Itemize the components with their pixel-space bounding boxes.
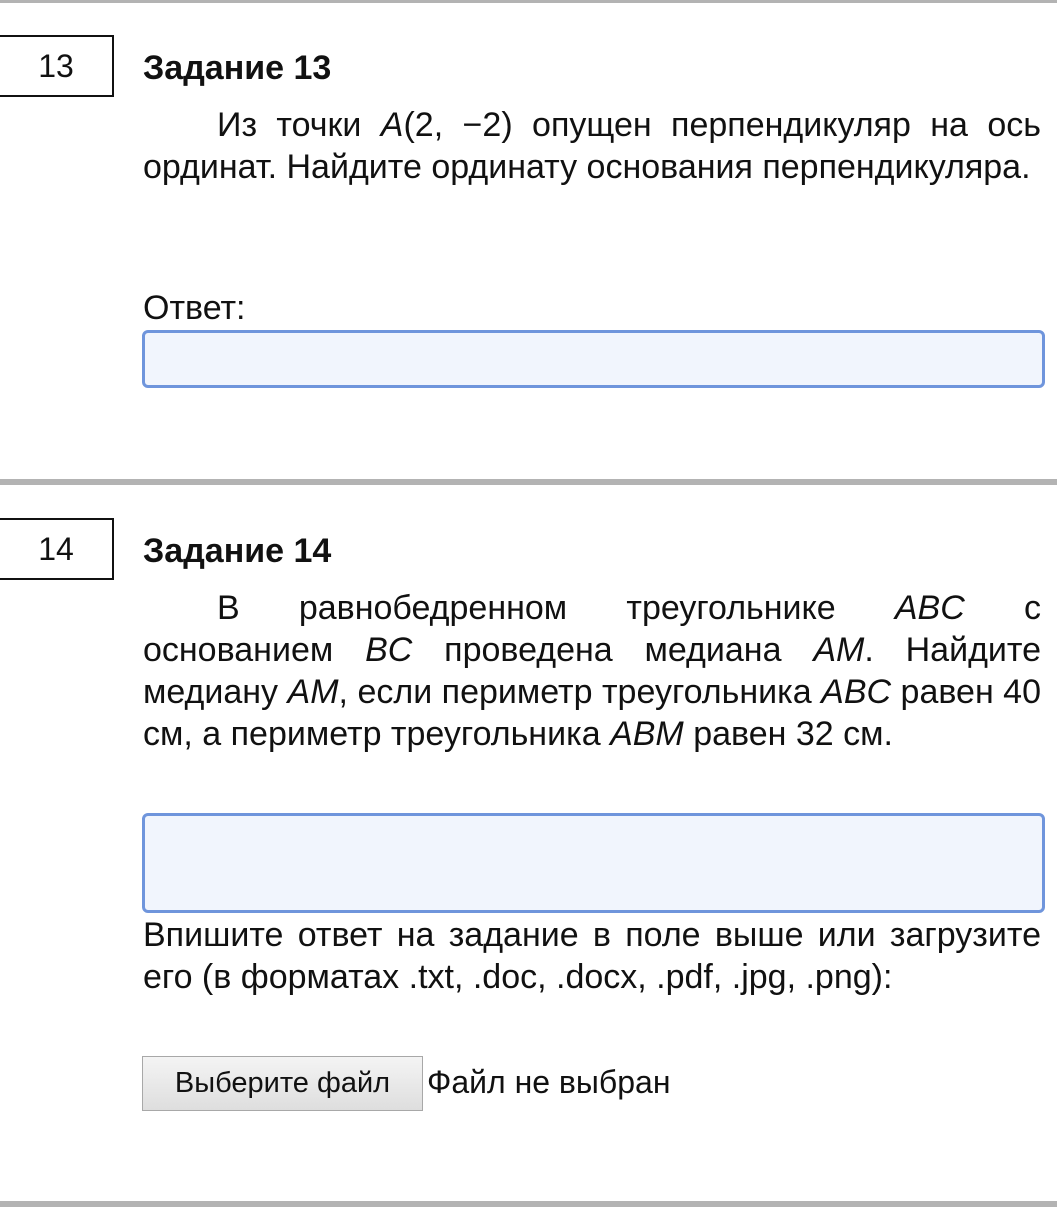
text-part-italic: A [380, 106, 404, 144]
text-part-italic: AM [813, 631, 865, 669]
task-title: Задание 13 [143, 49, 332, 87]
answer-textarea[interactable] [142, 813, 1045, 913]
text-part: равен 32 см. [683, 715, 893, 753]
text-part: . Найдите медиану [143, 631, 1042, 711]
task-number: 14 [0, 518, 114, 580]
text-part-italic: ABC [821, 673, 892, 711]
task-text [143, 587, 1041, 755]
text-part: равен 40 см, а периметр треугольника [143, 673, 1042, 753]
text-part-italic: AM [287, 673, 339, 711]
upload-hint: Впишите ответ на задание в поле выше или загрузите его (в форматах .txt, .doc, .docx, .pdf, .jpg, .png): [143, 916, 1041, 996]
text-part: с основанием [143, 589, 1041, 669]
task-number: 13 [0, 35, 114, 97]
text-part: В равнобедренном треугольнике [217, 589, 895, 627]
text-part: проведена медиана [412, 631, 814, 669]
text-part-italic: ABM [610, 715, 684, 753]
choose-file-button[interactable]: Выберите файл [142, 1056, 423, 1111]
file-status: Файл не выбран [427, 1064, 671, 1100]
task-title: Задание 14 [143, 532, 332, 570]
text-part: (2, −2) опущен перпендикуляр на ось ординат. Найдите ординату основания перпендикуляра. [143, 106, 1041, 186]
text-part-italic: ABC [894, 589, 965, 627]
answer-label: Ответ: [143, 289, 246, 327]
bottom-divider [0, 1201, 1057, 1207]
text-part-italic: BC [365, 631, 413, 669]
text-part: Из точки [217, 106, 381, 144]
text-part: , если периметр треугольника [338, 673, 822, 711]
